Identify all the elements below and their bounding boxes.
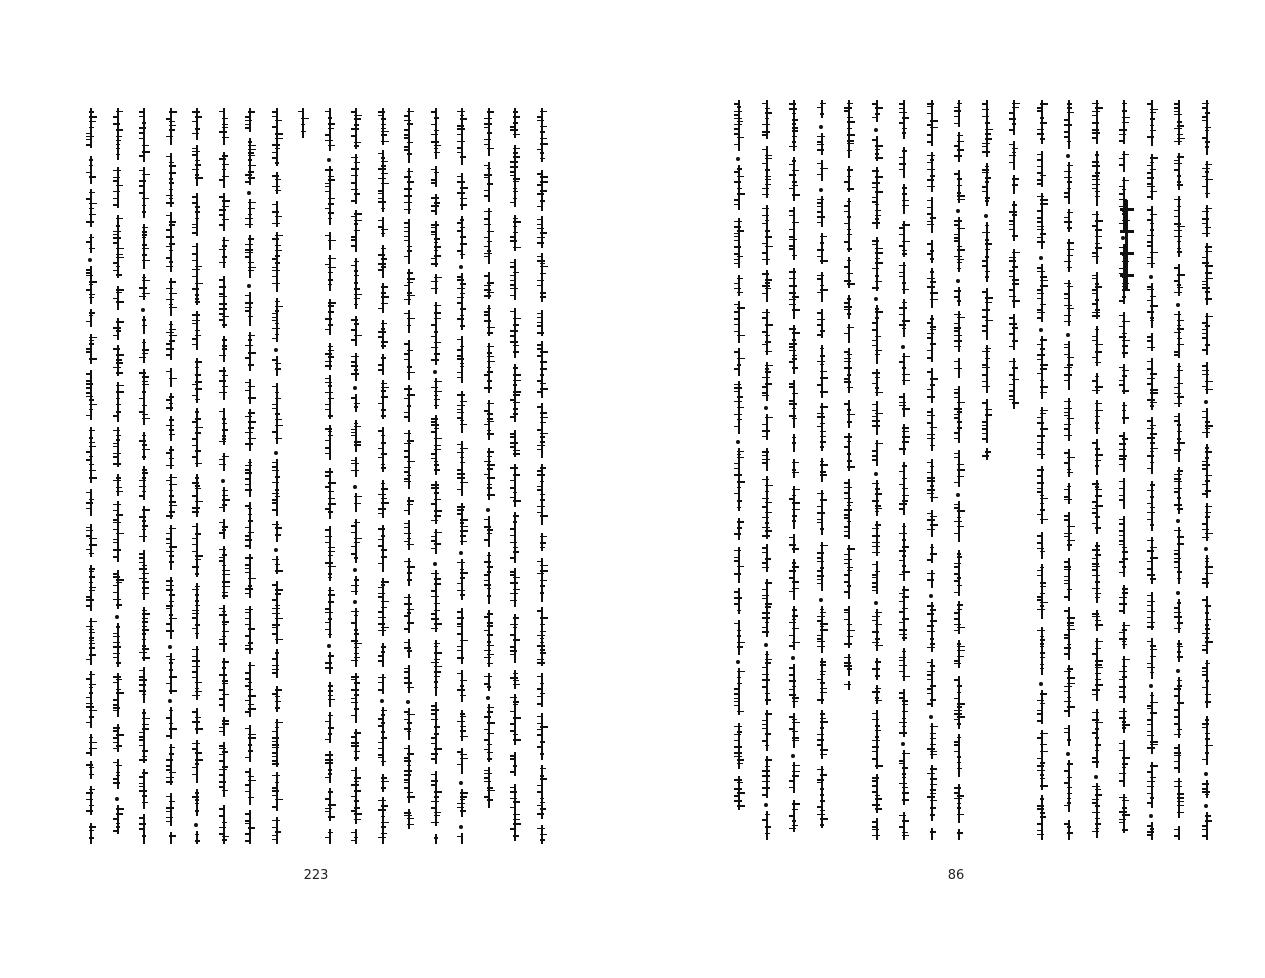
text-column	[787, 100, 800, 840]
text-column	[925, 100, 938, 840]
text-column	[84, 108, 97, 844]
text-column	[980, 100, 993, 460]
text-column	[296, 108, 309, 138]
text-column	[1007, 100, 1020, 420]
left-page-number: 223	[303, 868, 329, 883]
text-column	[760, 100, 773, 840]
text-column	[217, 108, 230, 844]
text-column	[952, 100, 965, 840]
text-column	[376, 108, 389, 844]
text-column	[1200, 100, 1213, 840]
left-page-text-block	[84, 108, 554, 844]
text-column	[111, 108, 124, 844]
text-column	[815, 100, 828, 840]
text-column	[482, 108, 495, 808]
text-column	[455, 108, 468, 844]
text-column	[402, 108, 415, 844]
text-column	[1145, 100, 1158, 840]
right-page	[632, 0, 1265, 978]
text-column	[137, 108, 150, 844]
text-column	[535, 108, 548, 844]
text-column	[270, 108, 283, 844]
text-column	[842, 100, 855, 690]
text-column	[1172, 100, 1185, 840]
text-column	[243, 108, 256, 844]
text-column	[897, 100, 910, 840]
text-column	[190, 108, 203, 844]
text-column	[1090, 100, 1103, 840]
text-column	[323, 108, 336, 844]
text-column	[732, 100, 745, 820]
text-column	[349, 108, 362, 844]
text-column	[429, 108, 442, 844]
text-column	[164, 108, 177, 844]
text-column	[870, 100, 883, 840]
text-column	[1117, 100, 1130, 840]
text-column	[1035, 100, 1048, 840]
text-column	[508, 108, 521, 844]
right-page-number: 86	[947, 868, 965, 883]
text-column	[1062, 100, 1075, 840]
right-page-text-block	[732, 100, 1220, 840]
left-page	[0, 0, 632, 978]
